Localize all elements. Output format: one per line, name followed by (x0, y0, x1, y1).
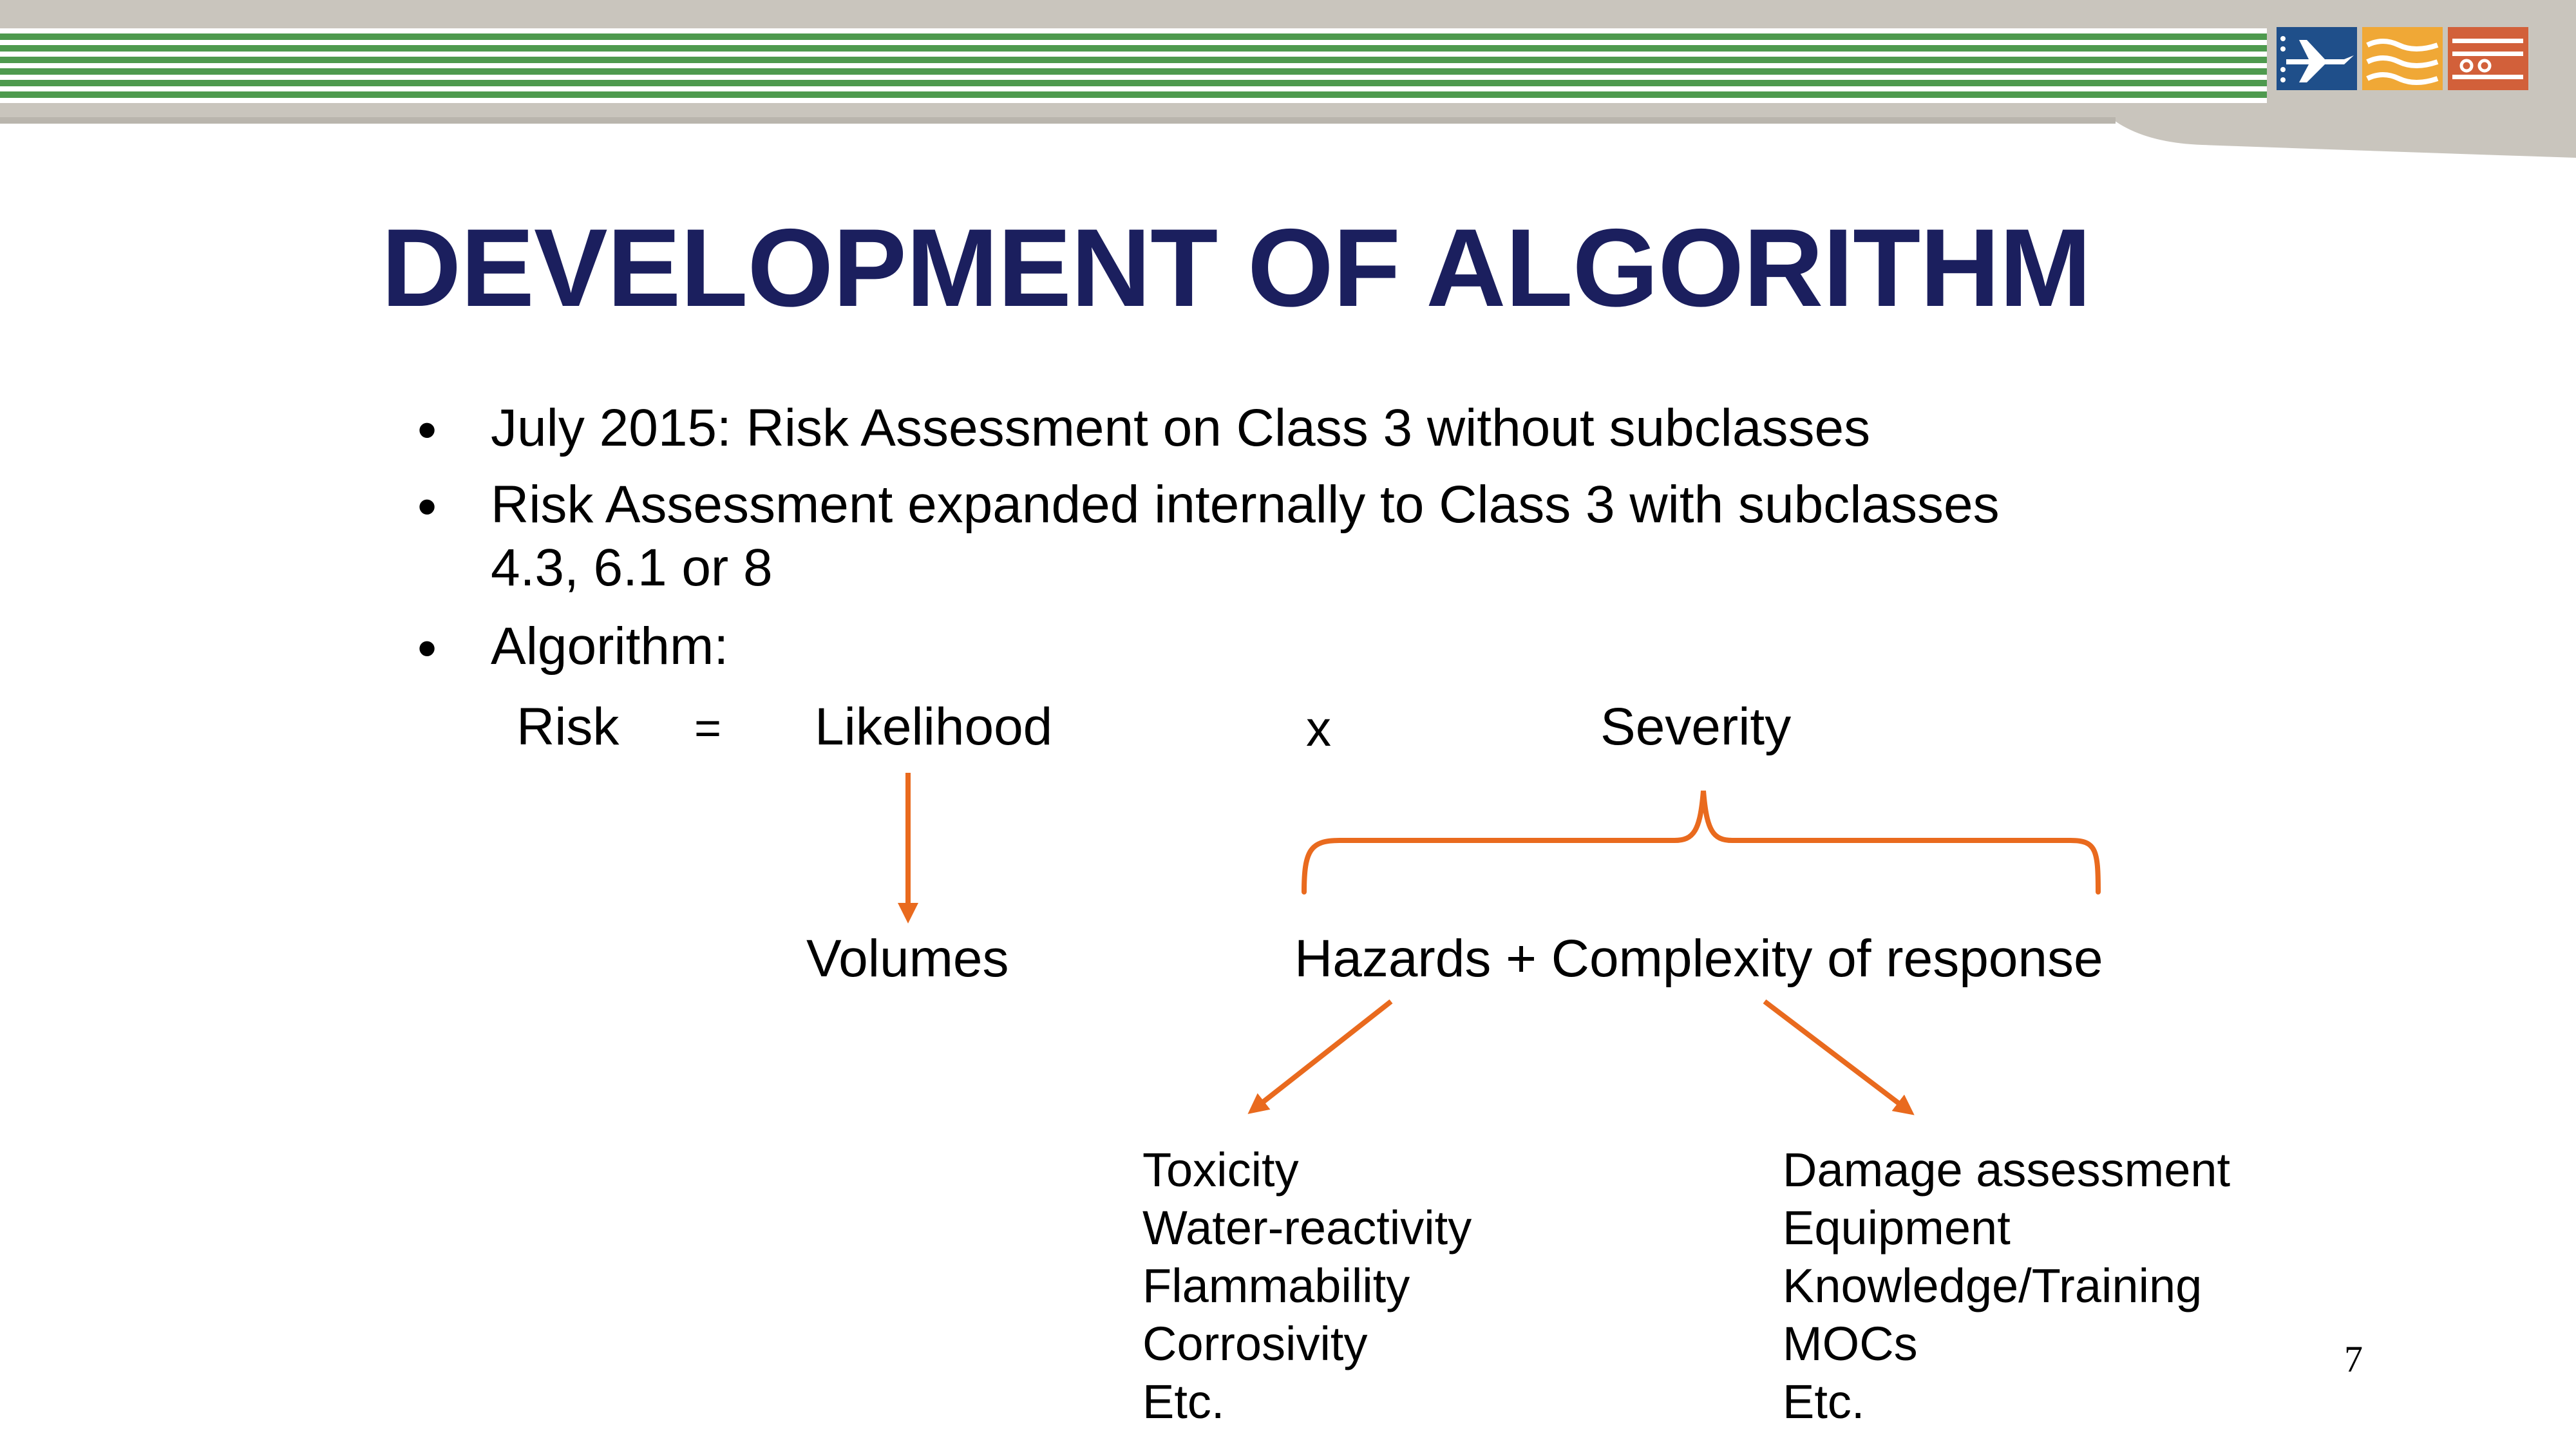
formula-risk: Risk (516, 697, 620, 756)
rail-logo-icon (2448, 27, 2528, 90)
formula-severity: Severity (1600, 697, 1792, 756)
bullet-marker: • (417, 476, 437, 538)
hazards-list-item: Corrosivity (1142, 1317, 1368, 1370)
complexity-list-item: Knowledge/Training (1783, 1259, 2202, 1312)
slide-title: DEVELOPMENT OF ALGORITHM (381, 206, 2091, 330)
complexity-list-item: MOCs (1783, 1317, 1918, 1370)
complexity-list-item: Equipment (1783, 1201, 2011, 1255)
bullet-item: Algorithm: (491, 617, 729, 676)
hazards-list-item: Water-reactivity (1142, 1201, 1472, 1255)
aviation-logo-icon (2277, 27, 2357, 90)
hazards-list-item: Flammability (1142, 1259, 1410, 1312)
marine-logo-icon (2362, 27, 2443, 90)
complexity-list-item: Etc. (1783, 1375, 1865, 1428)
formula-volumes: Volumes (806, 929, 1009, 988)
hazards-list-item: Toxicity (1142, 1143, 1299, 1197)
formula-hazards-complexity: Hazards + Complexity of response (1294, 929, 2103, 988)
hazards-arrow (1256, 1001, 1391, 1108)
formula-times: x (1306, 700, 1331, 757)
bullet-marker: • (417, 618, 437, 679)
header-band (0, 0, 2576, 167)
page-number: 7 (2344, 1338, 2363, 1380)
formula-likelihood: Likelihood (815, 697, 1053, 756)
complexity-arrow (1765, 1001, 1906, 1109)
bullet-item: Risk Assessment expanded internally to Class 3 with subclasses 4.3, 6.1 or 8 (491, 475, 2000, 598)
bullet-marker: • (417, 399, 437, 461)
formula-equals: = (694, 703, 722, 754)
complexity-list-item: Damage assessment (1783, 1143, 2231, 1197)
bullet-item: July 2015: Risk Assessment on Class 3 without subclasses (491, 399, 1871, 457)
hazards-list-item: Etc. (1142, 1375, 1225, 1428)
severity-brace (1304, 791, 2098, 892)
